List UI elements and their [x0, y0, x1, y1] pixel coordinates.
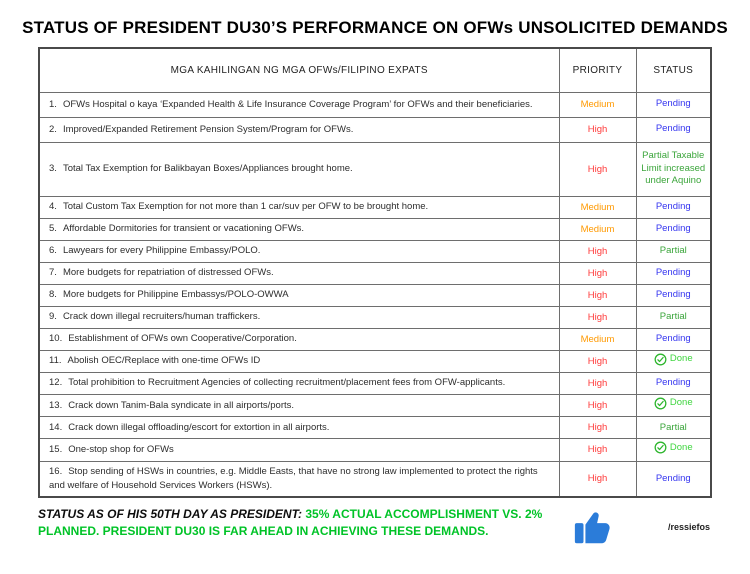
priority-value: High	[587, 245, 608, 257]
column-header-status: STATUS	[636, 48, 711, 92]
table-row	[39, 284, 711, 306]
demand-cell	[39, 417, 559, 439]
priority-value: High	[587, 400, 608, 412]
demand-text: More budgets for repatriation of distressed OFWs.	[62, 267, 274, 279]
status-text: Done	[669, 441, 693, 453]
demand-cell	[39, 262, 559, 284]
status-cell	[636, 240, 711, 262]
status-cell	[636, 92, 711, 117]
status-text: Pending	[655, 200, 691, 212]
demands-table-header	[39, 48, 711, 92]
status-text: Pending	[655, 472, 691, 484]
priority-cell	[559, 92, 636, 117]
status-text: Pending	[655, 123, 691, 135]
demand-cell	[39, 350, 559, 372]
demand-text: More budgets for Philippine Embassys/POLO-OWWA	[62, 289, 289, 301]
status-text: Partial	[659, 244, 687, 256]
demand-text: Affordable Dormitories for transient or vacationing OFWs.	[62, 223, 305, 235]
demand-cell	[39, 439, 559, 461]
thumbs-up-icon	[572, 502, 618, 550]
status-value	[656, 289, 691, 301]
priority-cell	[559, 196, 636, 218]
demand-text: Total prohibition to Recruitment Agencies of collecting recruitment/placement fees from OFW-applicants.	[68, 377, 506, 389]
demand-text: Abolish OEC/Replace with one-time OFWs ID	[67, 355, 261, 367]
priority-cell	[559, 328, 636, 350]
priority-value: High	[587, 289, 608, 301]
status-value	[660, 311, 687, 323]
table-row	[39, 350, 711, 372]
demand-cell	[39, 306, 559, 328]
demand-number: 5.	[49, 223, 57, 235]
status-cell	[636, 306, 711, 328]
status-text: Pending	[655, 222, 691, 234]
demand-number: 6.	[49, 245, 57, 257]
demand-number: 11.	[49, 355, 62, 367]
status-value	[656, 333, 691, 345]
status-text: Done	[669, 397, 693, 409]
demand-cell	[39, 372, 559, 394]
table-row	[39, 417, 711, 439]
status-cell	[636, 372, 711, 394]
priority-value: High	[587, 267, 608, 279]
status-cell	[636, 196, 711, 218]
priority-cell	[559, 117, 636, 142]
demand-cell	[39, 394, 559, 416]
priority-value: Medium	[580, 201, 615, 213]
demands-table-body	[39, 92, 711, 497]
priority-cell	[559, 218, 636, 240]
status-value	[656, 267, 691, 279]
status-text: Partial	[659, 310, 687, 322]
credit-text: /ressiefos	[668, 522, 711, 532]
status-cell	[636, 394, 711, 416]
status-text: Partial	[659, 421, 687, 433]
status-value	[656, 223, 691, 235]
status-cell	[636, 328, 711, 350]
status-text: Pending	[655, 266, 691, 278]
status-value	[656, 473, 691, 485]
status-cell	[636, 461, 711, 497]
footer-message: 35% ACTUAL ACCOMPLISHMENT VS. 2% PLANNED. PRESIDENT DU30 IS FAR AHEAD IN ACHIEVING THESE DEMANDS.	[38, 507, 543, 538]
status-value	[656, 98, 691, 110]
status-value	[639, 150, 709, 187]
demand-text: Crack down illegal recruiters/human traffickers.	[62, 311, 261, 323]
table-row	[39, 372, 711, 394]
demand-cell	[39, 196, 559, 218]
status-cell	[636, 417, 711, 439]
demand-number: 8.	[49, 289, 57, 301]
priority-cell	[559, 417, 636, 439]
demand-cell	[39, 218, 559, 240]
priority-value: Medium	[580, 99, 615, 110]
priority-cell	[559, 439, 636, 461]
table-row	[39, 306, 711, 328]
status-value	[654, 397, 693, 410]
priority-cell	[559, 350, 636, 372]
demand-number: 13.	[49, 399, 63, 411]
demand-number: 9.	[49, 311, 57, 323]
demand-text: Lawyears for every Philippine Embassy/POLO.	[62, 245, 261, 257]
priority-cell	[559, 240, 636, 262]
status-value	[660, 422, 687, 434]
priority-cell	[559, 142, 636, 196]
priority-value: Medium	[580, 223, 615, 235]
demand-text: Stop sending of HSWs in countries, e.g. Middle Easts, that have no strong law implemented to protect the rights and welfare of Household Services Workers (HSWs).	[49, 466, 538, 491]
table-row	[39, 240, 711, 262]
table-row	[39, 394, 711, 416]
priority-value: Medium	[580, 333, 615, 345]
table-row	[39, 439, 711, 461]
status-text: Pending	[655, 332, 691, 344]
demand-cell	[39, 240, 559, 262]
demand-cell	[39, 284, 559, 306]
demand-text: OFWs Hospital o kaya ‘Expanded Health & Life Insurance Coverage Program’ for OFWs and their beneficiaries.	[62, 98, 533, 110]
status-cell	[636, 262, 711, 284]
demand-number: 12.	[49, 377, 63, 389]
demands-table	[38, 47, 712, 498]
demand-text: Improved/Expanded Retirement Pension System/Program for OFWs.	[62, 123, 354, 135]
priority-cell	[559, 306, 636, 328]
column-header-priority: PRIORITY	[559, 48, 636, 92]
status-cell	[636, 218, 711, 240]
status-cell	[636, 117, 711, 142]
done-check-icon	[654, 397, 667, 410]
demand-text: Total Tax Exemption for Balikbayan Boxes/Appliances brought home.	[62, 163, 353, 175]
header-row	[39, 48, 711, 92]
demand-text: One-stop shop for OFWs	[68, 443, 174, 455]
demand-text: Crack down Tanim-Bala syndicate in all airports/ports.	[68, 399, 295, 411]
priority-value: High	[587, 355, 608, 367]
priority-value: High	[587, 444, 608, 456]
priority-value: High	[587, 377, 608, 389]
priority-value: High	[587, 311, 608, 323]
demand-cell	[39, 117, 559, 142]
priority-cell	[559, 394, 636, 416]
priority-value: High	[587, 422, 608, 434]
table-row	[39, 117, 711, 142]
status-value	[656, 123, 691, 135]
priority-cell	[559, 461, 636, 497]
column-header-demand: MGA KAHILINGAN NG MGA OFWs/FILIPINO EXPATS	[39, 48, 559, 92]
demand-text: Crack down illegal offloading/escort for extortion in all airports.	[68, 421, 330, 433]
status-text: Pending	[655, 377, 691, 389]
priority-value: High	[587, 124, 608, 135]
demand-text: Establishment of OFWs own Cooperative/Corporation.	[68, 333, 297, 345]
done-check-icon	[654, 441, 667, 454]
table-row	[39, 461, 711, 497]
status-value	[656, 201, 691, 213]
status-cell	[636, 439, 711, 461]
status-cell	[636, 350, 711, 372]
status-value	[654, 441, 693, 454]
table-row	[39, 196, 711, 218]
demand-number: 10.	[49, 333, 63, 345]
demand-number: 4.	[49, 201, 57, 213]
demand-number: 15.	[49, 443, 63, 455]
demand-number: 1.	[49, 98, 57, 110]
status-cell	[636, 284, 711, 306]
demand-number: 16.	[49, 466, 63, 478]
table-row	[39, 92, 711, 117]
done-check-icon	[654, 353, 667, 366]
priority-value: High	[587, 163, 608, 175]
footer-label: STATUS AS OF HIS 50TH DAY AS PRESIDENT:	[38, 507, 303, 521]
table-row	[39, 218, 711, 240]
demand-text: Total Custom Tax Exemption for not more than 1 car/suv per OFW to be brought home.	[62, 201, 429, 213]
demand-cell	[39, 92, 559, 117]
priority-cell	[559, 262, 636, 284]
demand-number: 14.	[49, 421, 63, 433]
status-text: Partial Taxable Limit increased under Aquino	[641, 150, 706, 187]
demand-number: 7.	[49, 267, 57, 279]
page-title: STATUS OF PRESIDENT DU30’S PERFORMANCE ON OFWs UNSOLICITED DEMANDS	[22, 18, 728, 37]
demand-cell	[39, 328, 559, 350]
demand-number: 3.	[49, 163, 57, 175]
priority-cell	[559, 372, 636, 394]
status-text: Pending	[655, 288, 691, 300]
table-row	[39, 328, 711, 350]
demand-number: 2.	[49, 123, 57, 135]
status-value	[656, 377, 691, 389]
table-row	[39, 262, 711, 284]
footer-summary	[38, 506, 586, 540]
status-text: Done	[669, 352, 693, 364]
status-text: Pending	[655, 98, 691, 110]
demand-cell	[39, 142, 559, 196]
status-cell	[636, 142, 711, 196]
priority-value: High	[587, 473, 608, 485]
priority-cell	[559, 284, 636, 306]
table-row	[39, 142, 711, 196]
demand-cell	[39, 461, 559, 497]
status-value	[654, 353, 693, 366]
status-value	[660, 245, 687, 257]
